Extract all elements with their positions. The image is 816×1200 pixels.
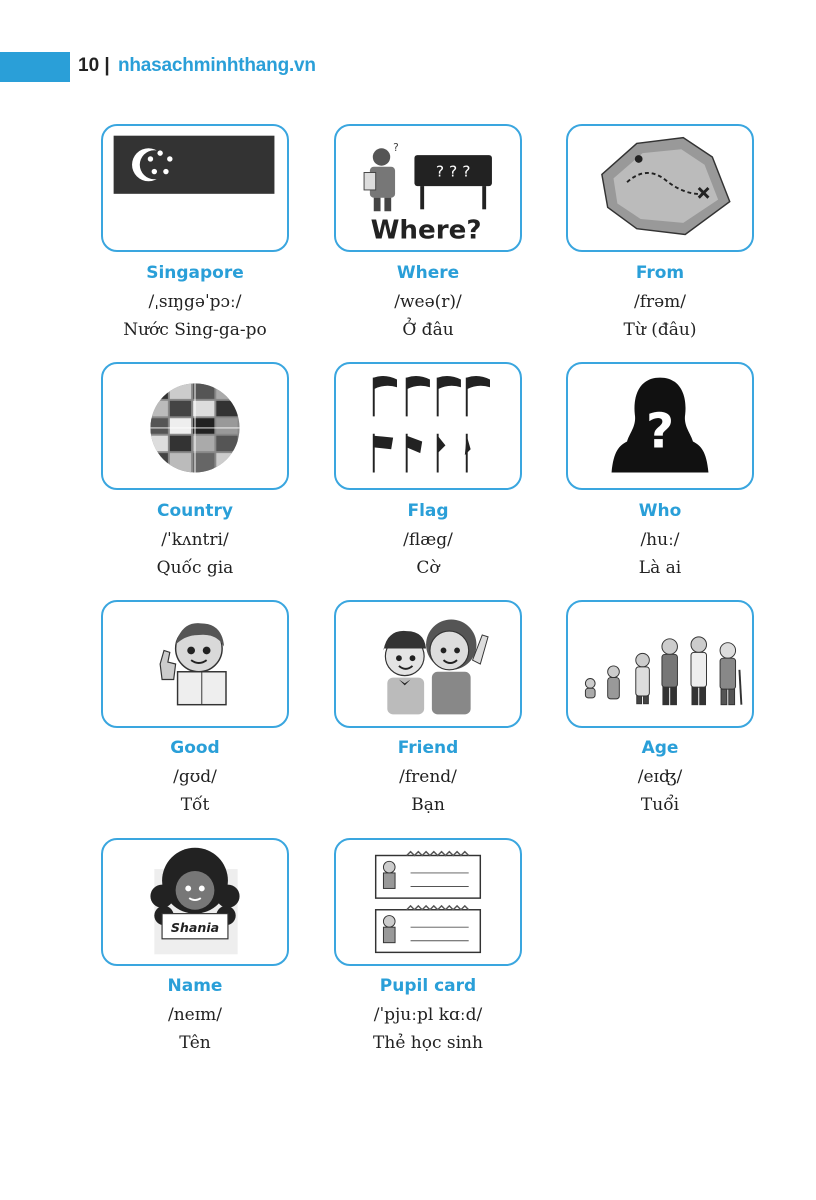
meaning-label: Nước Sing-ga-po (123, 320, 267, 340)
thumbs-up-girl-icon (103, 602, 287, 726)
meaning-label: Tốt (180, 795, 210, 815)
word-label: Pupil card (379, 976, 477, 996)
name-tag-girl-icon (103, 840, 287, 964)
meaning-label: Tên (179, 1033, 211, 1053)
ipa-label: /gʊd/ (173, 767, 217, 787)
meaning-label: Thẻ học sinh (373, 1033, 483, 1053)
site-url: nhasachminhthang.vn (118, 55, 316, 76)
card-flag (334, 362, 522, 490)
ipa-label: /ˈkʌntri/ (161, 530, 229, 550)
meaning-label: Cờ (416, 558, 440, 578)
flags-icon (336, 364, 520, 488)
friends-icon (336, 602, 520, 726)
mystery-person-icon (568, 364, 752, 488)
where-sign-icon (336, 126, 520, 250)
card-where (334, 124, 522, 252)
meaning-label: Ở đâu (402, 320, 454, 340)
word-label: Where (396, 263, 460, 283)
ipa-label: /weə(r)/ (394, 292, 462, 312)
age-stages-icon (568, 602, 752, 726)
ipa-label: /frəm/ (633, 292, 687, 312)
card-friend (334, 600, 522, 728)
meaning-label: Tuổi (640, 795, 680, 815)
header-accent-bar (0, 52, 70, 82)
question-mark: ? (645, 403, 675, 460)
treasure-map-icon (568, 126, 752, 250)
where-caption: Where? (370, 215, 482, 246)
card-who (566, 362, 754, 490)
ipa-label: /eɪʤ/ (637, 767, 683, 787)
svg-text:?: ? (393, 141, 399, 155)
word-label: Flag (407, 501, 449, 521)
card-age (566, 600, 754, 728)
meaning-label: Là ai (638, 558, 682, 578)
meaning-label: Từ (đâu) (623, 320, 697, 340)
name-tag-text: Shania (170, 920, 220, 936)
card-name (101, 838, 289, 966)
card-good (101, 600, 289, 728)
sign-text: ? ? ? (435, 162, 471, 181)
ipa-label: /neɪm/ (167, 1005, 223, 1025)
word-label: Name (167, 976, 223, 996)
meaning-label: Bạn (411, 795, 445, 815)
ipa-label: /flæg/ (403, 530, 453, 550)
ipa-label: /huː/ (640, 530, 680, 550)
page-header (0, 52, 320, 82)
word-label: Friend (397, 738, 459, 758)
word-label: Singapore (146, 263, 244, 283)
card-pupil-card (334, 838, 522, 966)
ipa-label: /ˈpjuːpl kɑːd/ (373, 1005, 483, 1025)
word-label: Country (157, 501, 233, 521)
card-from (566, 124, 754, 252)
ipa-label: /ˌsɪŋgəˈpɔː/ (148, 292, 242, 312)
ipa-label: /frend/ (399, 767, 457, 787)
word-label: Age (641, 738, 679, 758)
word-label: Good (170, 738, 220, 758)
flag-globe-icon (103, 364, 287, 488)
word-label: From (635, 263, 685, 283)
card-singapore (101, 124, 289, 252)
page-number: 10 | (78, 55, 110, 76)
meaning-label: Quốc gia (156, 558, 234, 578)
word-label: Who (638, 501, 682, 521)
singapore-flag-icon (103, 126, 287, 250)
card-country (101, 362, 289, 490)
pupil-card-icon (336, 840, 520, 964)
